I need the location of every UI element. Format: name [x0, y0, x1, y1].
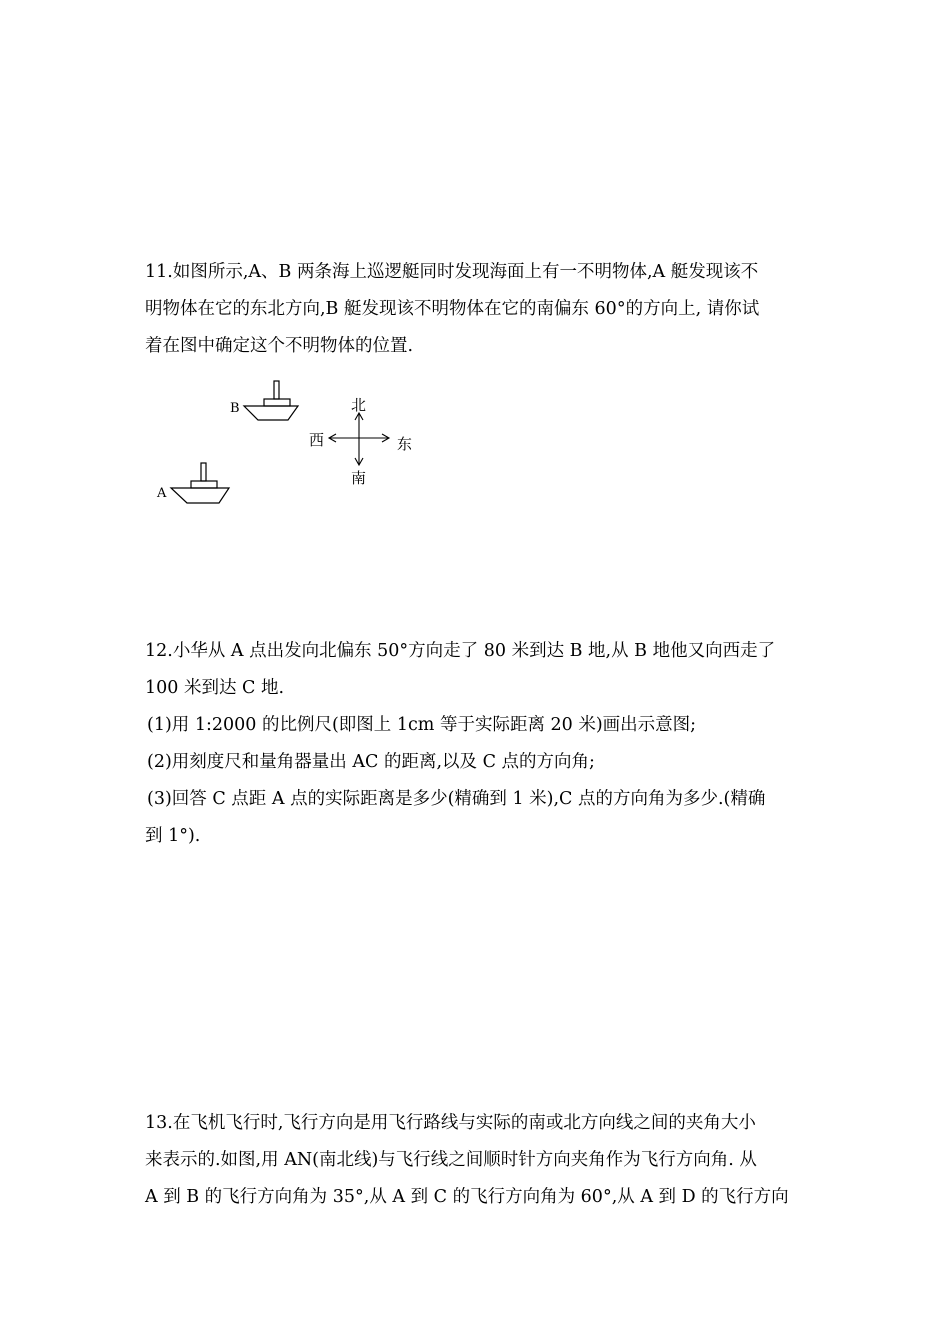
q13-line-3: A 到 B 的飞行方向角为 35°,从 A 到 C 的飞行方向角为 60°,从 A 到 D 的飞行方向	[145, 1187, 789, 1207]
compass-south-label: 南	[351, 469, 367, 487]
question-12	[145, 633, 810, 855]
compass-east-label: 东	[397, 435, 413, 453]
compass-north-label: 北	[351, 396, 367, 414]
q12-line-1: 12.小华从 A 点出发向北偏东 50°方向走了 80 米到达 B 地,从 B 地他又向西走了	[145, 641, 776, 661]
q11-line-3: 着在图中确定这个不明物体的位置.	[145, 336, 414, 356]
boat-b-label: B	[230, 401, 240, 416]
question-13	[145, 1105, 810, 1216]
q13-line-2: 来表示的.如图,用 AN(南北线)与飞行线之间顺时针方向夹角作为飞行方向角. 从	[145, 1150, 757, 1170]
q11-figure	[140, 378, 430, 513]
compass	[329, 413, 389, 465]
q13-line-1: 13.在飞机飞行时,飞行方向是用飞行路线与实际的南或北方向线之间的夹角大小	[145, 1113, 756, 1133]
boat-b-icon	[244, 381, 298, 420]
q12-part-1: (1)用 1:2000 的比例尺(即图上 1cm 等于实际距离 20 米)画出示意图;	[147, 715, 697, 735]
q12-part-3: (3)回答 C 点距 A 点的实际距离是多少(精确到 1 米),C 点的方向角为多少.(精确	[147, 789, 766, 809]
compass-west-label: 西	[309, 431, 325, 449]
q12-part-2: (2)用刻度尺和量角器量出 AC 的距离,以及 C 点的方向角;	[147, 752, 595, 772]
q11-line-2: 明物体在它的东北方向,B 艇发现该不明物体在它的南偏东 60°的方向上, 请你试	[145, 299, 760, 319]
q11-line-1: 11.如图所示,A、B 两条海上巡逻艇同时发现海面上有一不明物体,A 艇发现该不	[145, 262, 759, 282]
boat-a-icon	[171, 463, 229, 503]
question-11	[145, 254, 810, 365]
q12-line-2: 100 米到达 C 地.	[145, 678, 285, 698]
boat-a-label: A	[157, 486, 167, 501]
q12-line-6: 到 1°).	[145, 826, 201, 846]
